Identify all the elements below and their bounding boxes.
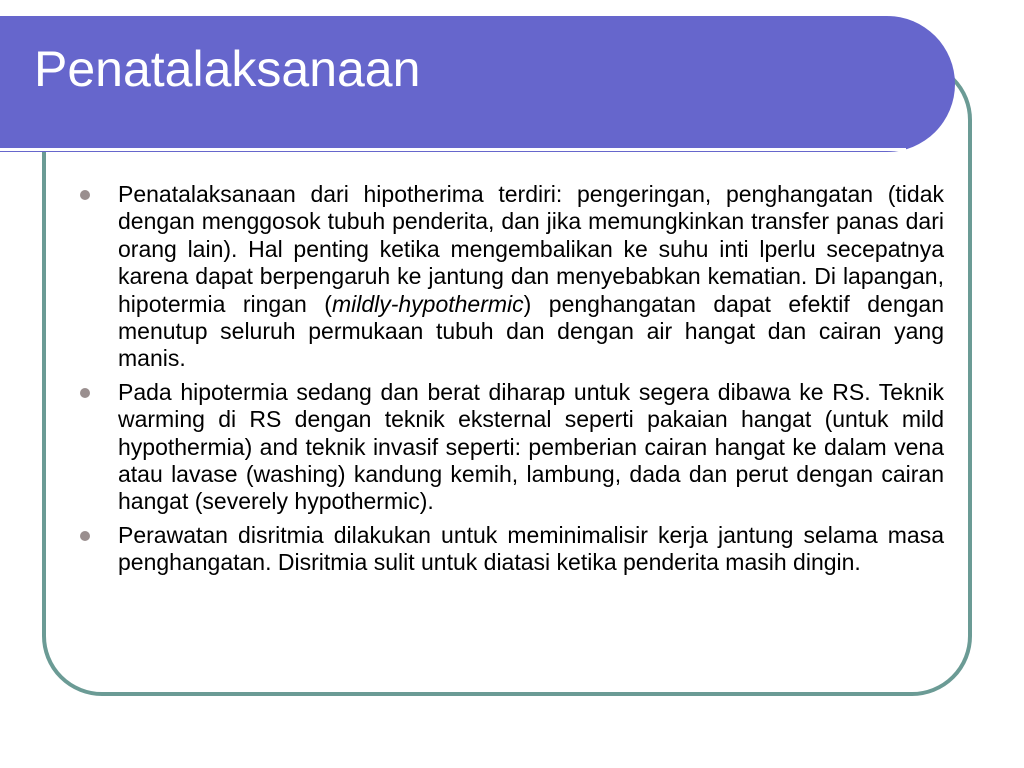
title-underline	[0, 148, 906, 151]
bullet-1-text-start: Penatalaksanaan dari hipotherima terdiri: pengeringan, penghangatan (tidak dengan menggosok tubuh penderita, dan jika memungkinkan transfer panas dari orang lain). Hal penting ketika mengembalikan ke suhu inti lperlu secepatnya karena dapat berpengaruh ke jantung dan menyebabkan kematian. Di lapangan, hipotermia ringan (	[118, 181, 944, 317]
bullet-dot-icon	[80, 190, 90, 200]
bullet-2-text: Pada hipotermia sedang dan berat diharap untuk segera dibawa ke RS. Teknik warming di RS dengan teknik eksternal seperti pakaian hangat (untuk mild hypothermia) and teknik invasif seperti: pemberian cairan hangat ke dalam vena atau lavase (washing) kandung kemih, lambung, dada dan perut dengan cairan hangat (severely hypothermic).	[118, 378, 944, 515]
bullet-item-2	[80, 379, 944, 516]
bullet-list	[80, 181, 944, 583]
bullet-1-text-italic: mildly-hypothermic	[331, 290, 524, 317]
slide-title: Penatalaksanaan	[34, 41, 421, 97]
bullet-dot-icon	[80, 531, 90, 541]
bullet-item-3	[80, 522, 944, 577]
bullet-3-text: Perawatan disritmia dilakukan untuk meminimalisir kerja jantung selama masa penghangatan. Disritmia sulit untuk diatasi ketika penderita masih dingin.	[118, 521, 944, 576]
bullet-1-text-end: ) penghangatan dapat efektif dengan menutup seluruh permukaan tubuh dan dengan air hangat dan cairan yang manis.	[118, 290, 944, 372]
bullet-dot-icon	[80, 388, 90, 398]
bullet-item-1	[80, 181, 944, 373]
